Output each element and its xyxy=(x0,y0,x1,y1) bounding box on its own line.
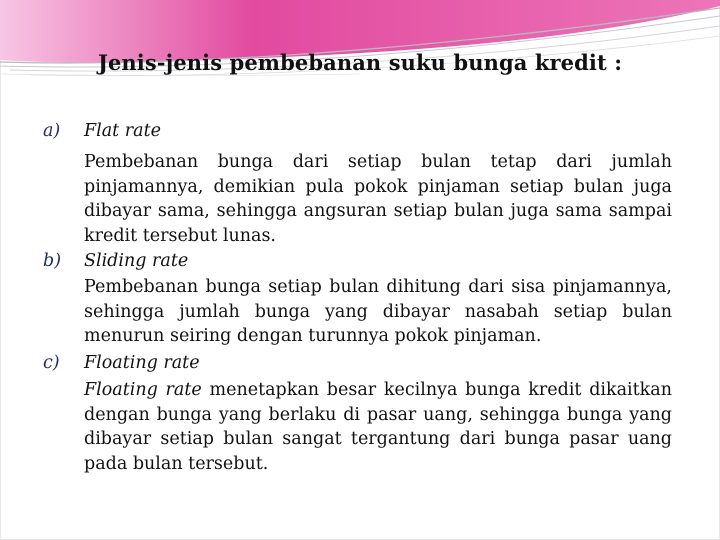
item-heading-sliding-rate: Sliding rate xyxy=(84,251,189,271)
item-heading-floating-rate: Floating rate xyxy=(84,353,200,373)
list-marker-c: c) xyxy=(43,353,60,373)
list-marker-a: a) xyxy=(43,121,61,141)
floating-rate-description-text: menetapkan besar kecilnya bunga kredit dikaitkan dengan bunga yang berlaku di pasar uang, sehingga bunga yang dibayar setiap bulan sangat tergantung dari bunga pasar uang pada bulan tersebut. xyxy=(84,380,672,474)
item-description-floating-rate xyxy=(84,378,672,476)
item-heading-flat-rate: Flat rate xyxy=(84,121,161,141)
list-marker-b: b) xyxy=(43,251,62,271)
item-description-flat-rate: Pembebanan bunga dari setiap bulan tetap dari jumlah pinjamannya, demikian pula pokok pinjaman setiap bulan juga dibayar sama, sehingga angsuran setiap bulan juga sama sampai kredit tersebut lunas. xyxy=(84,152,672,246)
floating-rate-term: Floating rate xyxy=(84,380,202,400)
slide-title: Jenis-jenis pembebanan suku bunga kredit : xyxy=(97,50,623,75)
item-description-sliding-rate: Pembebanan bunga setiap bulan dihitung dari sisa pinjamannya, sehingga jumlah bunga yang dibayar nasabah setiap bulan menurun seiring dengan turunnya pokok pinjaman. xyxy=(84,277,672,346)
